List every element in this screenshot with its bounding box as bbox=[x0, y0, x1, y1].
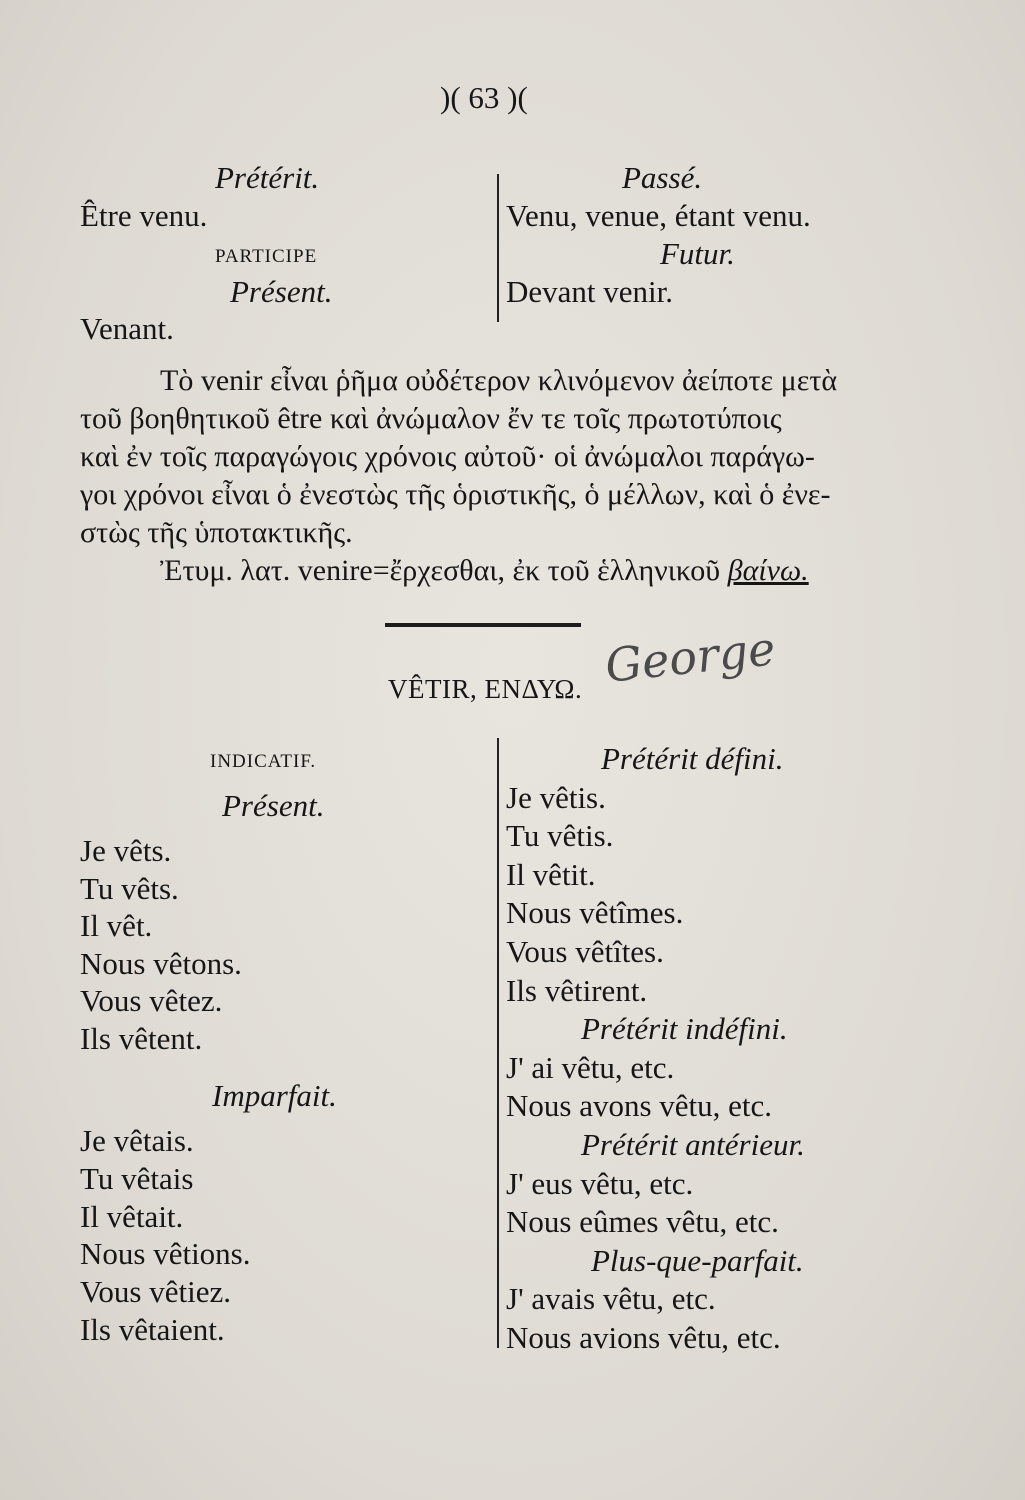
etre-venu: Être venu. bbox=[80, 198, 208, 233]
passe-forms: Venu, venue, étant venu. bbox=[506, 198, 811, 233]
preterit-heading: Prétérit. bbox=[215, 160, 320, 195]
imparfait-form: Ils vêtaient. bbox=[80, 1311, 225, 1347]
futur-form: Devant venir. bbox=[506, 274, 674, 309]
imparfait-form: Tu vêtais bbox=[80, 1160, 194, 1196]
plusqueparfait-heading: Plus-que-parfait. bbox=[591, 1242, 804, 1278]
preterit-defini-form: Je vêtis. bbox=[506, 779, 606, 815]
present-form: Je vêts. bbox=[80, 833, 172, 868]
etymology-text: Ἐτυμ. λατ. venire=ἔρχεσθαι, ἐκ τοῦ ἑλληνικοῦ bbox=[160, 554, 721, 587]
greek-line-1: Τὸ venir εἶναι ῥῆμα οὐδέτερον κλινόμενον ἀείποτε μετὰ bbox=[160, 364, 838, 397]
imparfait-form: Vous vêtiez. bbox=[80, 1274, 231, 1310]
preterit-defini-form: Ils vêtirent. bbox=[506, 972, 648, 1008]
preterit-indefini-form: J' ai vêtu, etc. bbox=[506, 1049, 675, 1085]
present-forms bbox=[80, 832, 242, 1058]
greek-line-5: στὼς τῆς ὑποτακτικῆς. bbox=[80, 516, 353, 549]
venant: Venant. bbox=[80, 311, 174, 346]
plusqueparfait-form: J' avais vêtu, etc. bbox=[506, 1281, 716, 1317]
preterit-defini-heading: Prétérit défini. bbox=[601, 741, 784, 776]
etymology-line bbox=[80, 552, 960, 590]
preterit-indefini-heading: Prétérit indéfini. bbox=[581, 1011, 788, 1047]
preterit-defini-form: Vous vêtîtes. bbox=[506, 933, 664, 969]
etymology-word: βαίνω. bbox=[727, 554, 809, 587]
greek-line-4: γοι χρόνοι εἶναι ὁ ἐνεστὼς τῆς ὁριστικῆς, ὁ μέλλων, καὶ ὁ ἐνε- bbox=[80, 478, 831, 511]
imparfait-form: Il vêtait. bbox=[80, 1198, 184, 1234]
imparfait-form: Je vêtais. bbox=[80, 1123, 194, 1158]
present-form: Il vêt. bbox=[80, 908, 153, 944]
verb-heading: VÊTIR, ΕΝΔΥΩ. bbox=[388, 674, 583, 704]
futur-heading: Futur. bbox=[660, 236, 735, 271]
handwritten-signature: George bbox=[602, 621, 778, 693]
present-heading-2: Présent. bbox=[222, 788, 325, 823]
imparfait-forms bbox=[80, 1122, 251, 1349]
preterit-defini-form: Nous vêtîmes. bbox=[506, 895, 684, 931]
preterit-anterieur-form: J' eus vêtu, etc. bbox=[506, 1165, 694, 1201]
section-rule bbox=[385, 623, 581, 627]
present-form: Tu vêts. bbox=[80, 870, 179, 906]
indicatif-label: INDICATIF. bbox=[210, 751, 317, 772]
participe-label: PARTICIPE bbox=[215, 246, 318, 267]
preterit-defini-form: Tu vêtis. bbox=[506, 818, 614, 854]
column-divider-main bbox=[497, 738, 499, 1348]
page-number: )( 63 )( bbox=[440, 80, 528, 115]
passe-heading: Passé. bbox=[622, 160, 703, 195]
right-column bbox=[506, 740, 805, 1358]
present-form: Vous vêtez. bbox=[80, 983, 223, 1019]
preterit-indefini-form: Nous avons vêtu, etc. bbox=[506, 1088, 773, 1124]
greek-line-2: τοῦ βοηθητικοῦ être καὶ ἀνώμαλον ἔν τε τοῖς πρωτοτύποις bbox=[80, 402, 782, 435]
imparfait-form: Nous vêtions. bbox=[80, 1236, 251, 1272]
column-divider-top bbox=[497, 174, 499, 322]
present-form: Ils vêtent. bbox=[80, 1020, 203, 1056]
present-heading: Présent. bbox=[230, 274, 333, 309]
imparfait-heading: Imparfait. bbox=[212, 1078, 337, 1113]
preterit-anterieur-form: Nous eûmes vêtu, etc. bbox=[506, 1204, 779, 1240]
plusqueparfait-form: Nous avions vêtu, etc. bbox=[506, 1319, 781, 1355]
preterit-anterieur-heading: Prétérit antérieur. bbox=[581, 1126, 805, 1162]
greek-line-3: καὶ ἐν τοῖς παραγώγοις χρόνοις αὐτοῦ· οἱ ἀνώμαλοι παράγω- bbox=[80, 440, 815, 473]
greek-paragraph bbox=[80, 362, 960, 590]
preterit-defini-form: Il vêtit. bbox=[506, 856, 596, 892]
present-form: Nous vêtons. bbox=[80, 945, 242, 981]
